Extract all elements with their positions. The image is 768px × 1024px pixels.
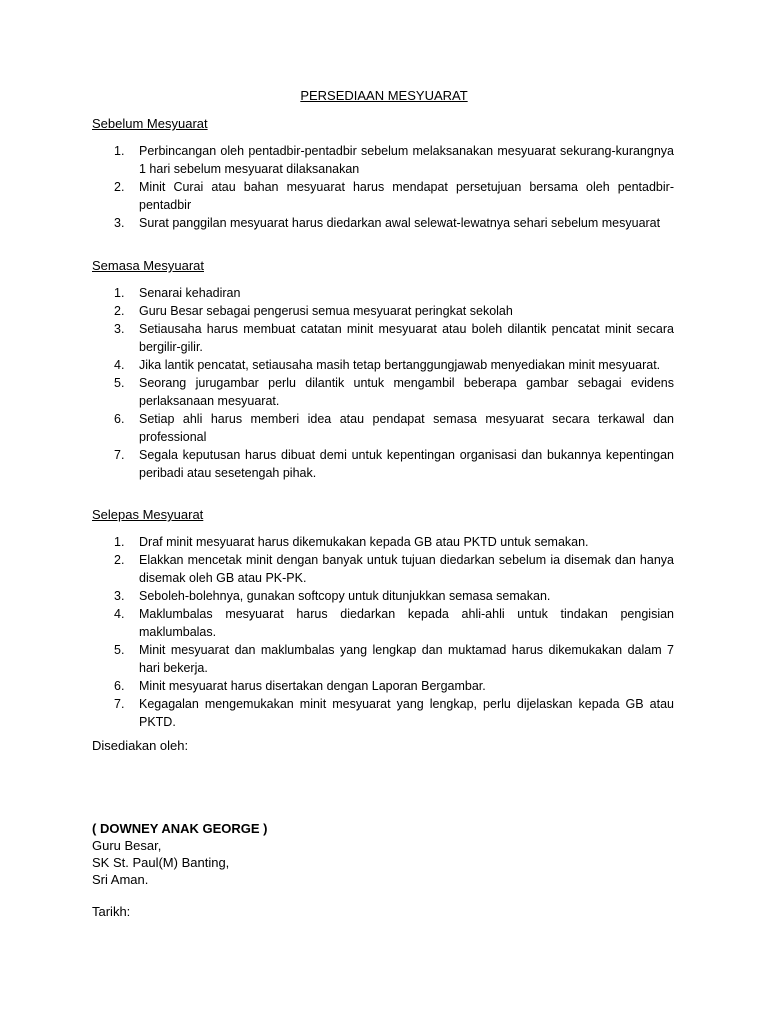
section-heading-sebelum: Sebelum Mesyuarat	[92, 116, 208, 131]
signer-school: SK St. Paul(M) Banting,	[92, 855, 230, 870]
list-item	[92, 551, 674, 587]
list-item-number: 1.	[114, 535, 125, 549]
list-item-number: 6.	[114, 679, 125, 693]
document-title: PERSEDIAAN MESYUARAT	[300, 88, 468, 103]
list-item-text: Minit mesyuarat harus disertakan dengan Laporan Bergambar.	[139, 679, 486, 693]
list-item-text: Seboleh-bolehnya, gunakan softcopy untuk ditunjukkan semasa semakan.	[139, 589, 551, 603]
list-item	[92, 320, 674, 356]
list-item-text: Jika lantik pencatat, setiausaha masih tetap bertanggungjawab menyediakan minit mesyuarat.	[139, 358, 661, 372]
list-item	[92, 533, 674, 551]
list-item	[92, 605, 674, 641]
list-semasa	[92, 284, 674, 482]
list-item-text: Elakkan mencetak minit dengan banyak untuk tujuan diedarkan sebelum ia disemak dan hanya disemak oleh GB atau PK-PK.	[139, 553, 674, 585]
list-item	[92, 641, 674, 677]
list-item	[92, 214, 674, 232]
list-item-number: 7.	[114, 697, 125, 711]
list-item-text: Senarai kehadiran	[139, 286, 241, 300]
list-item-number: 4.	[114, 358, 125, 372]
signer-location: Sri Aman.	[92, 872, 149, 887]
list-item-number: 3.	[114, 322, 125, 336]
list-item	[92, 677, 674, 695]
list-item-text: Guru Besar sebagai pengerusi semua mesyuarat peringkat sekolah	[139, 304, 513, 318]
list-item-text: Seorang jurugambar perlu dilantik untuk mengambil beberapa gambar sebagai evidens perlaksanaan mesyuarat.	[139, 376, 674, 408]
date-label: Tarikh:	[92, 904, 131, 919]
list-item-number: 3.	[114, 589, 125, 603]
list-item-text: Maklumbalas mesyuarat harus diedarkan kepada ahli-ahli untuk tindakan pengisian maklumbalas.	[139, 607, 674, 639]
list-item	[92, 446, 674, 482]
list-item-number: 5.	[114, 643, 125, 657]
list-item-text: Draf minit mesyuarat harus dikemukakan kepada GB atau PKTD untuk semakan.	[139, 535, 589, 549]
list-item-text: Segala keputusan harus dibuat demi untuk kepentingan organisasi dan bukannya kepentingan peribadi atau sesetengah pihak.	[139, 448, 674, 480]
list-item	[92, 356, 674, 374]
list-item-text: Setiap ahli harus memberi idea atau pendapat semasa mesyuarat secara terkawal dan professional	[139, 412, 674, 444]
prepared-by-label: Disediakan oleh:	[92, 738, 189, 753]
list-item-number: 2.	[114, 180, 125, 194]
signer-position: Guru Besar,	[92, 838, 162, 853]
list-item-text: Setiausaha harus membuat catatan minit mesyuarat atau boleh dilantik pencatat minit secara bergilir-gilir.	[139, 322, 674, 354]
list-item-number: 6.	[114, 412, 125, 426]
list-item	[92, 695, 674, 731]
list-sebelum	[92, 142, 674, 232]
list-item-number: 2.	[114, 553, 125, 567]
list-item	[92, 178, 674, 214]
list-item-number: 1.	[114, 286, 125, 300]
list-item-number: 3.	[114, 216, 125, 230]
list-selepas	[92, 533, 674, 731]
list-item-text: Minit Curai atau bahan mesyuarat harus mendapat persetujuan bersama oleh pentadbir-pentadbir	[139, 180, 674, 212]
list-item	[92, 374, 674, 410]
list-item-number: 1.	[114, 144, 125, 158]
list-item-text: Kegagalan mengemukakan minit mesyuarat yang lengkap, perlu dijelaskan kepada GB atau PKTD.	[139, 697, 674, 729]
list-item	[92, 302, 674, 320]
list-item-number: 4.	[114, 607, 125, 621]
signer-name: ( DOWNEY ANAK GEORGE )	[92, 821, 268, 836]
list-item	[92, 284, 674, 302]
list-item-text: Minit mesyuarat dan maklumbalas yang lengkap dan muktamad harus dikemukakan dalam 7 hari bekerja.	[139, 643, 674, 675]
list-item-number: 7.	[114, 448, 125, 462]
list-item	[92, 410, 674, 446]
section-heading-selepas: Selepas Mesyuarat	[92, 507, 204, 522]
list-item-number: 2.	[114, 304, 125, 318]
section-heading-semasa: Semasa Mesyuarat	[92, 258, 204, 273]
list-item-number: 5.	[114, 376, 125, 390]
signer-block	[92, 820, 268, 888]
list-item	[92, 142, 674, 178]
list-item-text: Surat panggilan mesyuarat harus diedarkan awal selewat-lewatnya sehari sebelum mesyuarat	[139, 216, 661, 230]
list-item	[92, 587, 674, 605]
list-item-text: Perbincangan oleh pentadbir-pentadbir sebelum melaksanakan mesyuarat sekurang-kurangnya 1 hari sebelum mesyuarat dilaksanakan	[139, 144, 674, 176]
